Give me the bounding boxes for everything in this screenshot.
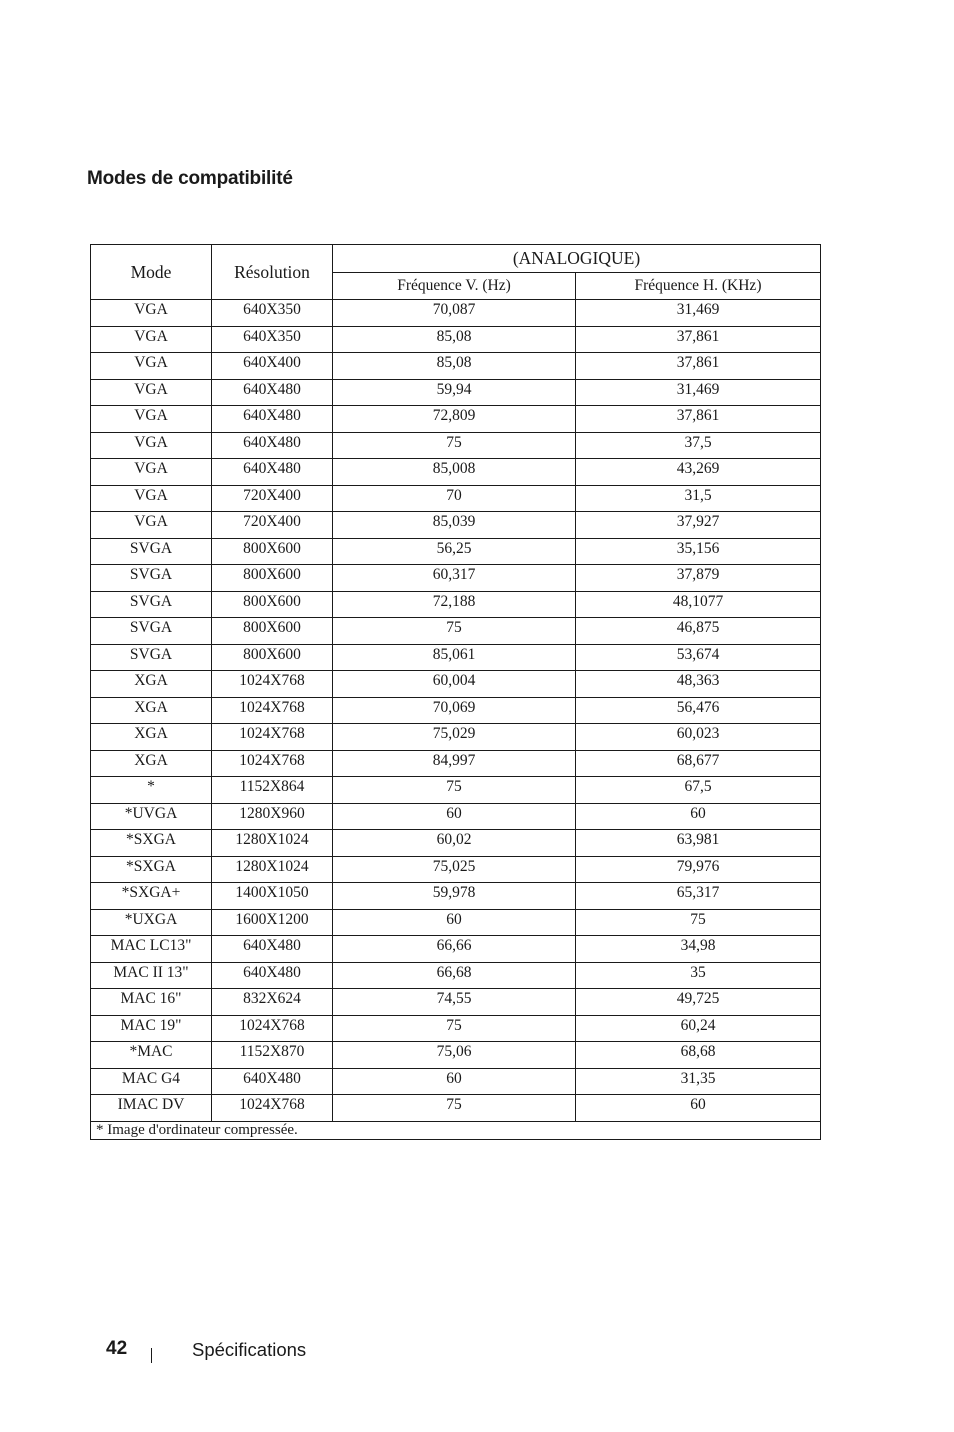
- cell-mode: MAC G4: [91, 1068, 212, 1095]
- table-row: [91, 989, 821, 1016]
- cell-freq-h: 60,023: [576, 724, 821, 751]
- cell-resolution: 1024X768: [212, 724, 333, 751]
- cell-freq-v: 66,66: [333, 936, 576, 963]
- cell-resolution: 640X350: [212, 326, 333, 353]
- cell-resolution: 800X600: [212, 644, 333, 671]
- table-row: [91, 803, 821, 830]
- cell-freq-v: 60: [333, 803, 576, 830]
- cell-freq-h: 37,861: [576, 406, 821, 433]
- cell-mode: IMAC DV: [91, 1095, 212, 1122]
- cell-freq-v: 85,061: [333, 644, 576, 671]
- cell-resolution: 720X400: [212, 512, 333, 539]
- column-header-freq-v: Fréquence V. (Hz): [333, 273, 576, 300]
- cell-resolution: 640X480: [212, 936, 333, 963]
- cell-freq-h: 37,879: [576, 565, 821, 592]
- cell-mode: VGA: [91, 406, 212, 433]
- cell-resolution: 640X480: [212, 1068, 333, 1095]
- cell-freq-h: 31,35: [576, 1068, 821, 1095]
- cell-freq-v: 85,008: [333, 459, 576, 486]
- cell-freq-h: 31,469: [576, 379, 821, 406]
- table-row: [91, 485, 821, 512]
- table-row: [91, 936, 821, 963]
- cell-resolution: 1024X768: [212, 750, 333, 777]
- cell-freq-h: 65,317: [576, 883, 821, 910]
- cell-mode: SVGA: [91, 591, 212, 618]
- cell-freq-v: 60,02: [333, 830, 576, 857]
- cell-freq-h: 37,927: [576, 512, 821, 539]
- cell-mode: *UXGA: [91, 909, 212, 936]
- cell-freq-v: 59,94: [333, 379, 576, 406]
- table-row: [91, 512, 821, 539]
- cell-freq-v: 60,004: [333, 671, 576, 698]
- cell-resolution: 1400X1050: [212, 883, 333, 910]
- column-header-freq-h: Fréquence H. (KHz): [576, 273, 821, 300]
- cell-mode: MAC II 13": [91, 962, 212, 989]
- cell-freq-v: 59,978: [333, 883, 576, 910]
- cell-mode: MAC LC13": [91, 936, 212, 963]
- cell-freq-h: 43,269: [576, 459, 821, 486]
- cell-mode: XGA: [91, 750, 212, 777]
- cell-mode: *SXGA: [91, 856, 212, 883]
- cell-resolution: 1024X768: [212, 671, 333, 698]
- cell-freq-v: 75: [333, 432, 576, 459]
- table-row: [91, 777, 821, 804]
- cell-freq-h: 37,861: [576, 353, 821, 380]
- cell-freq-h: 56,476: [576, 697, 821, 724]
- cell-mode: XGA: [91, 671, 212, 698]
- cell-mode: *UVGA: [91, 803, 212, 830]
- cell-resolution: 800X600: [212, 565, 333, 592]
- cell-mode: *MAC: [91, 1042, 212, 1069]
- table-row: [91, 883, 821, 910]
- cell-freq-h: 35,156: [576, 538, 821, 565]
- cell-freq-h: 67,5: [576, 777, 821, 804]
- cell-freq-h: 37,861: [576, 326, 821, 353]
- cell-freq-v: 72,188: [333, 591, 576, 618]
- table-footnote: * Image d'ordinateur compressée.: [91, 1121, 821, 1139]
- table-row: [91, 644, 821, 671]
- cell-resolution: 640X480: [212, 379, 333, 406]
- cell-freq-v: 56,25: [333, 538, 576, 565]
- cell-mode: XGA: [91, 697, 212, 724]
- cell-resolution: 1280X1024: [212, 830, 333, 857]
- compatibility-modes-table: [90, 244, 821, 1140]
- cell-resolution: 800X600: [212, 618, 333, 645]
- cell-freq-h: 31,469: [576, 300, 821, 327]
- table-row: [91, 565, 821, 592]
- cell-resolution: 800X600: [212, 591, 333, 618]
- table-row: [91, 750, 821, 777]
- table-row: [91, 379, 821, 406]
- cell-mode: *: [91, 777, 212, 804]
- table-row: [91, 1095, 821, 1122]
- column-group-analog: (ANALOGIQUE): [333, 245, 821, 273]
- cell-resolution: 1600X1200: [212, 909, 333, 936]
- table-row: [91, 353, 821, 380]
- cell-resolution: 832X624: [212, 989, 333, 1016]
- table-row: [91, 1015, 821, 1042]
- table-row: [91, 856, 821, 883]
- cell-mode: VGA: [91, 300, 212, 327]
- cell-freq-h: 68,677: [576, 750, 821, 777]
- table-row: [91, 591, 821, 618]
- cell-freq-h: 34,98: [576, 936, 821, 963]
- table-row: [91, 671, 821, 698]
- cell-resolution: 1280X1024: [212, 856, 333, 883]
- table-row: [91, 1068, 821, 1095]
- cell-freq-v: 75,06: [333, 1042, 576, 1069]
- cell-freq-h: 35: [576, 962, 821, 989]
- cell-mode: XGA: [91, 724, 212, 751]
- cell-mode: MAC 16": [91, 989, 212, 1016]
- cell-mode: *SXGA+: [91, 883, 212, 910]
- cell-resolution: 640X480: [212, 406, 333, 433]
- cell-freq-v: 85,08: [333, 326, 576, 353]
- cell-freq-h: 63,981: [576, 830, 821, 857]
- cell-freq-h: 60: [576, 803, 821, 830]
- cell-freq-h: 48,1077: [576, 591, 821, 618]
- column-header-mode: Mode: [91, 245, 212, 300]
- cell-freq-v: 60: [333, 909, 576, 936]
- page-heading: Modes de compatibilité: [87, 168, 293, 189]
- table-row: [91, 459, 821, 486]
- cell-freq-v: 75,025: [333, 856, 576, 883]
- cell-resolution: 1024X768: [212, 1095, 333, 1122]
- cell-resolution: 1024X768: [212, 1015, 333, 1042]
- cell-freq-v: 84,997: [333, 750, 576, 777]
- cell-mode: VGA: [91, 326, 212, 353]
- cell-freq-v: 85,08: [333, 353, 576, 380]
- footer-divider: [151, 1348, 152, 1363]
- cell-resolution: 1280X960: [212, 803, 333, 830]
- cell-freq-h: 60: [576, 1095, 821, 1122]
- cell-mode: VGA: [91, 512, 212, 539]
- table-row: [91, 697, 821, 724]
- cell-mode: VGA: [91, 485, 212, 512]
- cell-mode: VGA: [91, 432, 212, 459]
- table-row: [91, 326, 821, 353]
- column-header-resolution: Résolution: [212, 245, 333, 300]
- cell-freq-h: 48,363: [576, 671, 821, 698]
- cell-mode: VGA: [91, 353, 212, 380]
- cell-mode: *SXGA: [91, 830, 212, 857]
- cell-resolution: 640X480: [212, 432, 333, 459]
- cell-resolution: 640X480: [212, 962, 333, 989]
- cell-mode: VGA: [91, 459, 212, 486]
- cell-freq-h: 75: [576, 909, 821, 936]
- table-row: [91, 406, 821, 433]
- cell-freq-v: 75: [333, 777, 576, 804]
- cell-freq-v: 85,039: [333, 512, 576, 539]
- cell-mode: VGA: [91, 379, 212, 406]
- cell-freq-h: 60,24: [576, 1015, 821, 1042]
- cell-freq-v: 74,55: [333, 989, 576, 1016]
- cell-freq-h: 49,725: [576, 989, 821, 1016]
- cell-freq-v: 75,029: [333, 724, 576, 751]
- cell-freq-h: 53,674: [576, 644, 821, 671]
- cell-freq-v: 60,317: [333, 565, 576, 592]
- cell-freq-v: 72,809: [333, 406, 576, 433]
- cell-mode: SVGA: [91, 618, 212, 645]
- cell-resolution: 720X400: [212, 485, 333, 512]
- cell-freq-v: 66,68: [333, 962, 576, 989]
- cell-freq-v: 70,069: [333, 697, 576, 724]
- cell-resolution: 1152X870: [212, 1042, 333, 1069]
- cell-resolution: 640X400: [212, 353, 333, 380]
- table-header: [91, 245, 821, 300]
- cell-mode: SVGA: [91, 565, 212, 592]
- cell-freq-h: 31,5: [576, 485, 821, 512]
- table-row: [91, 538, 821, 565]
- cell-freq-v: 60: [333, 1068, 576, 1095]
- cell-resolution: 640X480: [212, 459, 333, 486]
- cell-freq-v: 70,087: [333, 300, 576, 327]
- table-row: [91, 618, 821, 645]
- cell-resolution: 1024X768: [212, 697, 333, 724]
- cell-resolution: 640X350: [212, 300, 333, 327]
- cell-resolution: 800X600: [212, 538, 333, 565]
- table-row: [91, 909, 821, 936]
- cell-freq-v: 75: [333, 1015, 576, 1042]
- footer-section-title: Spécifications: [192, 1339, 307, 1360]
- cell-freq-h: 46,875: [576, 618, 821, 645]
- cell-mode: SVGA: [91, 644, 212, 671]
- table-row: [91, 962, 821, 989]
- cell-freq-h: 37,5: [576, 432, 821, 459]
- table-row: [91, 724, 821, 751]
- cell-freq-h: 68,68: [576, 1042, 821, 1069]
- table-row: [91, 300, 821, 327]
- table-row: [91, 1042, 821, 1069]
- page-number: 42: [106, 1338, 128, 1359]
- cell-resolution: 1152X864: [212, 777, 333, 804]
- cell-freq-v: 75: [333, 1095, 576, 1122]
- cell-freq-h: 79,976: [576, 856, 821, 883]
- table-row: [91, 432, 821, 459]
- cell-freq-v: 70: [333, 485, 576, 512]
- table-row: [91, 830, 821, 857]
- cell-mode: SVGA: [91, 538, 212, 565]
- table-body: [91, 300, 821, 1122]
- cell-mode: MAC 19": [91, 1015, 212, 1042]
- cell-freq-v: 75: [333, 618, 576, 645]
